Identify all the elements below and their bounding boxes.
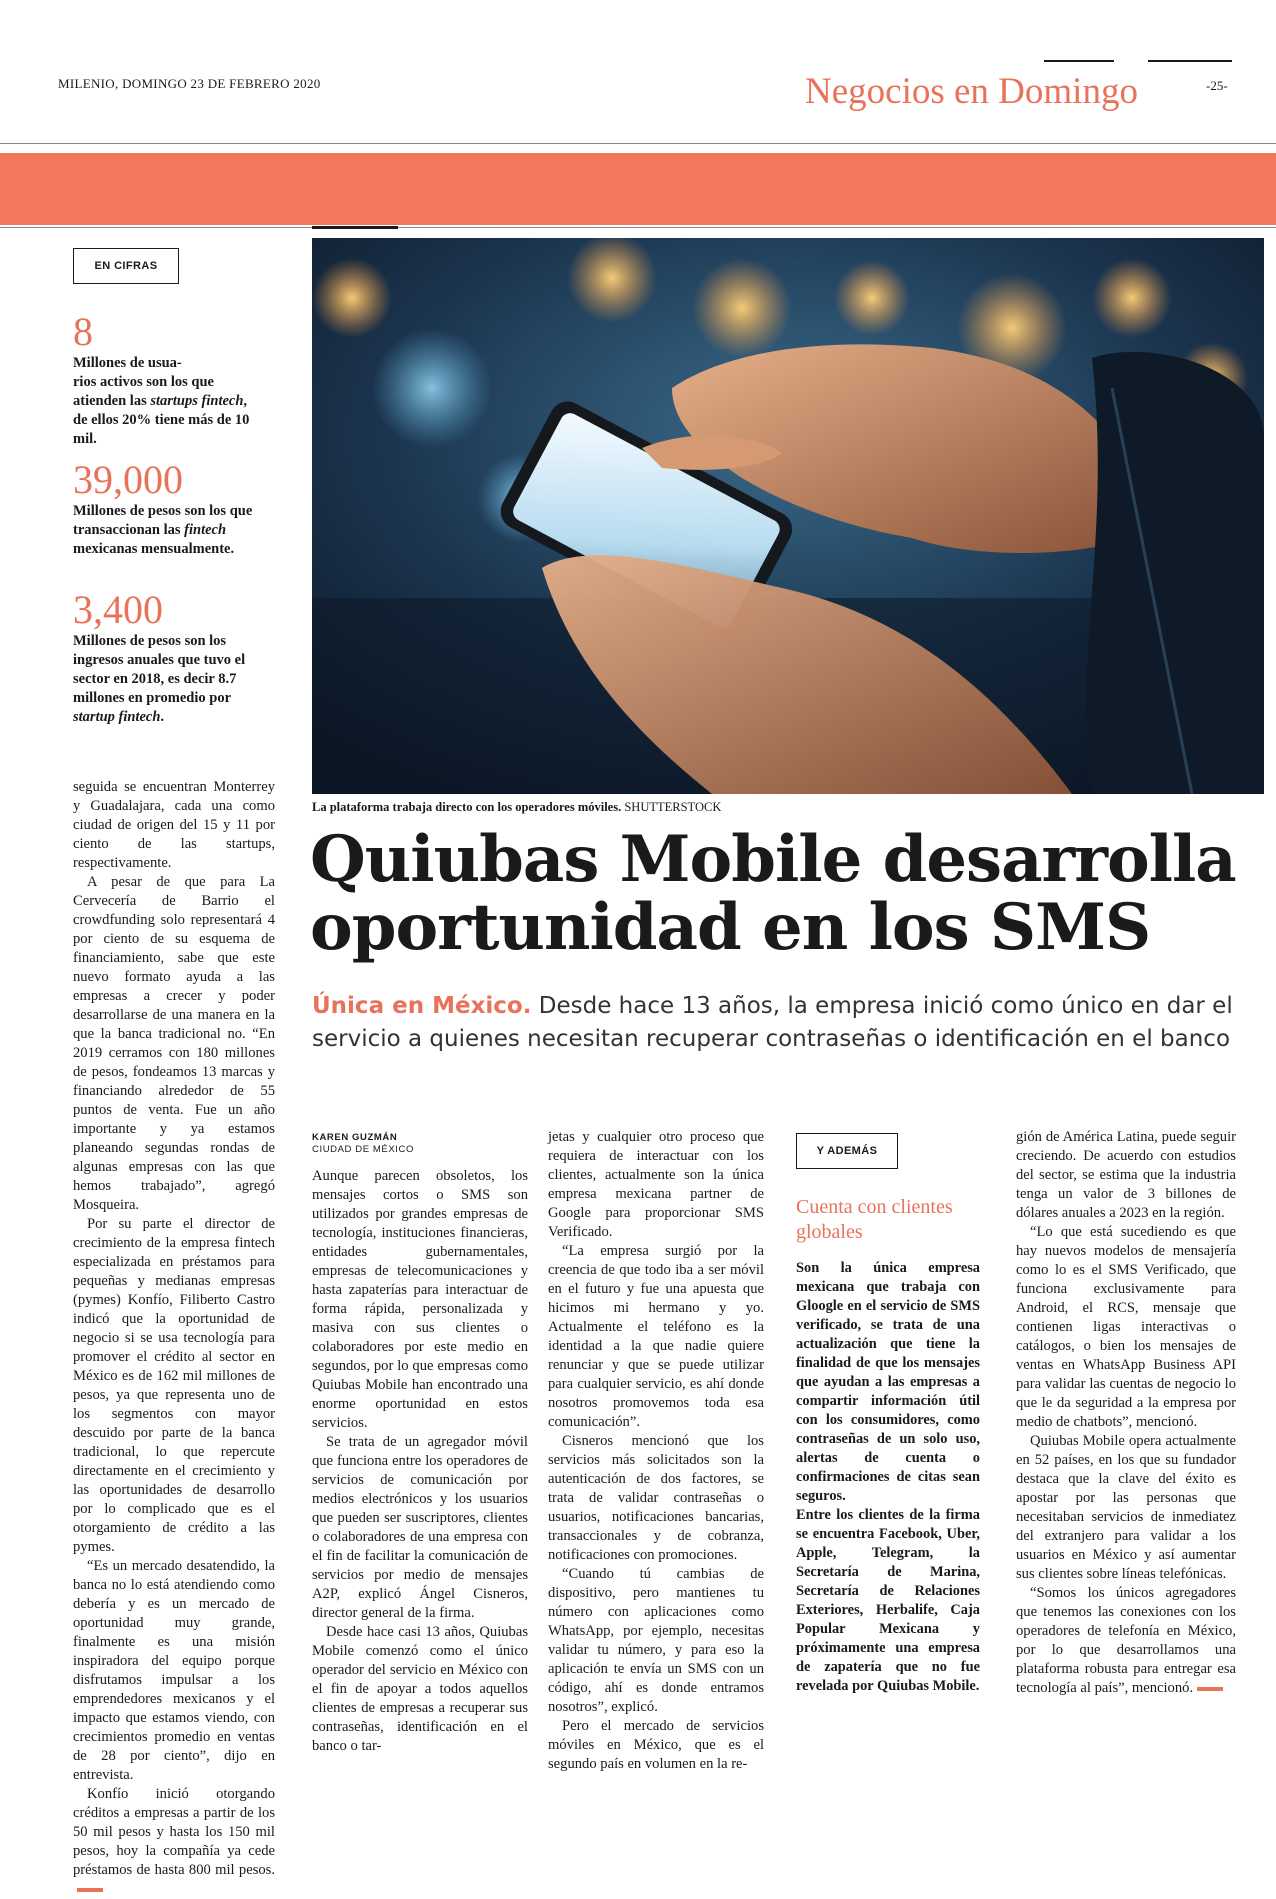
article-column-2 [312, 1167, 528, 1756]
header-divider [0, 143, 1276, 144]
byline-author: KAREN GUZMÁN [312, 1132, 398, 1143]
y-ademas-tag: Y ADEMÁS [796, 1133, 898, 1169]
figure-number-2: 39,000 [73, 457, 183, 502]
col-left-p2: A pesar de que para La Cervecería de Barrio el crowdfunding solo representará 4 por ciento de su esquema de financiamiento, sabe que este nuevo formato ayuda a las empresas a crecer y poder desarrollarse de una manera en la que la banca tradicional no. “En 2019 cerramos con 180 millones de pesos, fondeamos 13 marcas y financiando alrededor de 55 puntos de venta. Fue un año importante y ya estamos planeando segundas rondas de algunas empresas con las que hemos trabajado”, agregó Mosqueira. [73, 874, 275, 1213]
col-left-p5: Konfío inició otorgando créditos a empresas a partir de los 50 mil pesos y hasta los 150 mil pesos, hoy la compañía ya cede préstamos de hasta 800 mil pesos. [73, 1786, 275, 1878]
col2-p1: Aunque parecen obsoletos, los mensajes cortos o SMS son utilizados por grandes empresas de tecnología, instituciones financieras, entidades gubernamentales, empresas de telecomunicaciones y hasta zapaterías para interactuar de forma rápida, personalizada y masiva con sus clientes o colaboradores por este medio en segundos, por lo que empresas como Quiubas Mobile han encontrado una enorme oportunidad en estos servicios. [312, 1168, 528, 1431]
figure-text-1: Millones de usua- rios activos son los que atienden las startups fintech, de ellos 20% tiene más de 10 mil. [73, 355, 250, 447]
article-headline [310, 822, 1260, 965]
colr-p2: “Lo que está sucediendo es que hay nuevos modelos de mensajería como lo es el SMS Verificado, que funciona exclusivamente para Android, el RCS, mensaje que contienen ligas interactivas o catálogos, o bien los mensajes de ventas en WhatsApp Business API para validar las cuentas de negocio lo que le da seguridad a la empresa por medio de chatbots”, mencionó. [1016, 1224, 1236, 1430]
col3-p2: “La empresa surgió por la creencia de que todo iba a ser móvil en el futuro y fue una apuesta que hicimos mi hermano y yo. Actualmente el teléfono es la identidad a la que nadie quiere renunciar y que se puede utilizar para cualquier servicio, es ahí donde nosotros promovemos toda esa comunicación”. [548, 1243, 764, 1430]
page-number: -25- [1206, 78, 1228, 93]
header-rule-accent [1044, 60, 1114, 62]
sidebar-title: Cuenta con clientes globales [796, 1196, 953, 1243]
col2-p2: Se trata de un agregador móvil que funciona entre los operadores de servicios de comunicación por medios electrónicos y los usuarios que pueden ser suscriptores, clientes o colaboradores de una empresa con el fin de facilitar la comunicación de servicios por medio de mensajes A2P, explicó Ángel Cisneros, director general de la firma. [312, 1434, 528, 1621]
col3-p3: Cisneros mencionó que los servicios más solicitados son la autenticación de dos factores, se trata de validar contraseñas o usuarios, notificaciones bancarias, transaccionales y de cobranza, notificaciones con promociones. [548, 1433, 764, 1563]
col3-p4: “Cuando tú cambias de dispositivo, pero mantienes tu número con aplicaciones como WhatsApp, por ejemplo, necesitas validar tu número, y para eso la aplicación te envía un SMS con un código, ahí es donde entramos nosotros”, explicó. [548, 1566, 764, 1715]
article-photo [312, 238, 1264, 794]
header-rule-accent-2 [1148, 60, 1232, 62]
figure-number-1: 8 [73, 309, 93, 354]
headline-line-2: oportunidad en los SMS [310, 890, 1151, 965]
col2-p3: Desde hace casi 13 años, Quiubas Mobile comenzó como el único operador del servicio en México con el fin de apoyar a todos aquellos clientes de empresas a recuperar sus contraseñas, identificación en el banco o tar- [312, 1624, 528, 1754]
article-column-right [1016, 1128, 1236, 1698]
article-column-3 [548, 1128, 764, 1774]
figure-text-2: Millones de pesos son los que transaccionan las fintech mexicanas mensualmente. [73, 503, 253, 557]
col-left-p3: Por su parte el director de crecimiento de la empresa fintech especializada en préstamos para pequeñas y medianas empresas (pymes) Konfío, Filiberto Castro indicó que la oportunidad de negocio si se usa tecnología para promover el crédito al sector en México es de 162 mil millones de pesos, ya que representa uno de los segmentos con mayor descuido por parte de la banca tradicional, lo que repercute directamente en el crecimiento y las oportunidades de desarrollo por lo complicado que es el otorgamiento de crédito a las pymes. [73, 1216, 275, 1555]
photo-credit: SHUTTERSTOCK [624, 800, 722, 814]
article-column-left [73, 778, 275, 1899]
byline [312, 1132, 414, 1156]
byline-location: CIUDAD DE MÉXICO [312, 1144, 414, 1155]
colr-p1: gión de América Latina, puede seguir creciendo. De acuerdo con estudios del sector, se estima que la industria tenga un valor de 3 billones de dólares anuales a 2023 en la región. [1016, 1129, 1236, 1221]
deck-kicker: Única en México. [312, 993, 532, 1019]
deck-text: Desde hace 13 años, la empresa inició como único en dar el servicio a quienes necesitan recuperar contraseñas o identificación en el banco [312, 993, 1233, 1052]
header-date: MILENIO, DOMINGO 23 DE FEBRERO 2020 [58, 76, 321, 91]
col-left-p1: seguida se encuentran Monterrey y Guadalajara, cada una como ciudad de origen del 15 y 11 por ciento de las startups, respectivamente. [73, 779, 275, 871]
col-left-p4: “Es un mercado desatendido, la banca no lo está atendiendo como debería y es un mercado de oportunidad muy grande, finalmente es una misión inspiradora del equipo porque disfrutamos impulsar a los emprendedores mexicanos y el impacto que estamos viendo, con crecimientos promedio en ventas de 28 por ciento”, dijo en entrevista. [73, 1558, 275, 1783]
band-divider [0, 227, 1276, 228]
section-color-band [0, 153, 1276, 225]
figure-text-3: Millones de pesos son los ingresos anuales que tuvo el sector en 2018, es decir 8.7 millones en promedio por startup fintech. [73, 633, 246, 725]
sidebar-p1: Son la única empresa mexicana que trabaja con Gloogle en el servicio de SMS verificado, se trata de una actualización que tiene la finalidad de que los mensajes que ayudan a las empresas a compartir información útil con los consumidores, como contraseñas de un solo uso, alertas de cuenta o confirmaciones de citas sean seguros. [796, 1260, 980, 1504]
en-cifras-tag: EN CIFRAS [73, 248, 179, 284]
article-deck [312, 990, 1262, 1056]
col3-p1: jetas y cualquier otro proceso que requiera de interactuar con los clientes, actualmente son la única empresa mexicana partner de Google para proporcionar SMS Verificado. [548, 1129, 764, 1240]
sidebar-p2: Entre los clientes de la firma se encuentra Facebook, Uber, Apple, Telegram, la Secretaría de Marina, Secretaría de Relaciones Exteriores, Herbalife, Caja Popular Mexicana y próximamente una empresa de zapatería que no fue revelada por Quiubas Mobile. [796, 1507, 980, 1694]
end-mark-right [1197, 1687, 1223, 1691]
sidebar-text [796, 1259, 980, 1696]
colr-p3: Quiubas Mobile opera actualmente en 52 países, en los que su fundador destaca que la clave del éxito es apostar por las personas que necesitaban servicios de inmediatez del extranjero para validar a los usuarios en México y así aumentar sus clientes sobre líneas telefónicas. [1016, 1433, 1236, 1582]
colr-p4: “Somos los únicos agregadores que tenemos las conexiones con los operadores de telefonía en México, por lo que desarrollamos una plataforma robusta para entregar esa tecnología al país”, mencionó. [1016, 1585, 1236, 1696]
col3-p5: Pero el mercado de servicios móviles en México, que es el segundo país en volumen en la re- [548, 1718, 764, 1772]
caption-text: La plataforma trabaja directo con los operadores móviles. [312, 800, 622, 814]
headline-line-1: Quiubas Mobile desarrolla [310, 822, 1236, 897]
photo-top-rule [312, 226, 398, 229]
end-mark [77, 1888, 103, 1892]
section-title: Negocios en Domingo [805, 71, 1138, 112]
photo-caption [312, 800, 721, 815]
smartphone-hands-image [312, 238, 1264, 794]
figure-number-3: 3,400 [73, 587, 163, 632]
